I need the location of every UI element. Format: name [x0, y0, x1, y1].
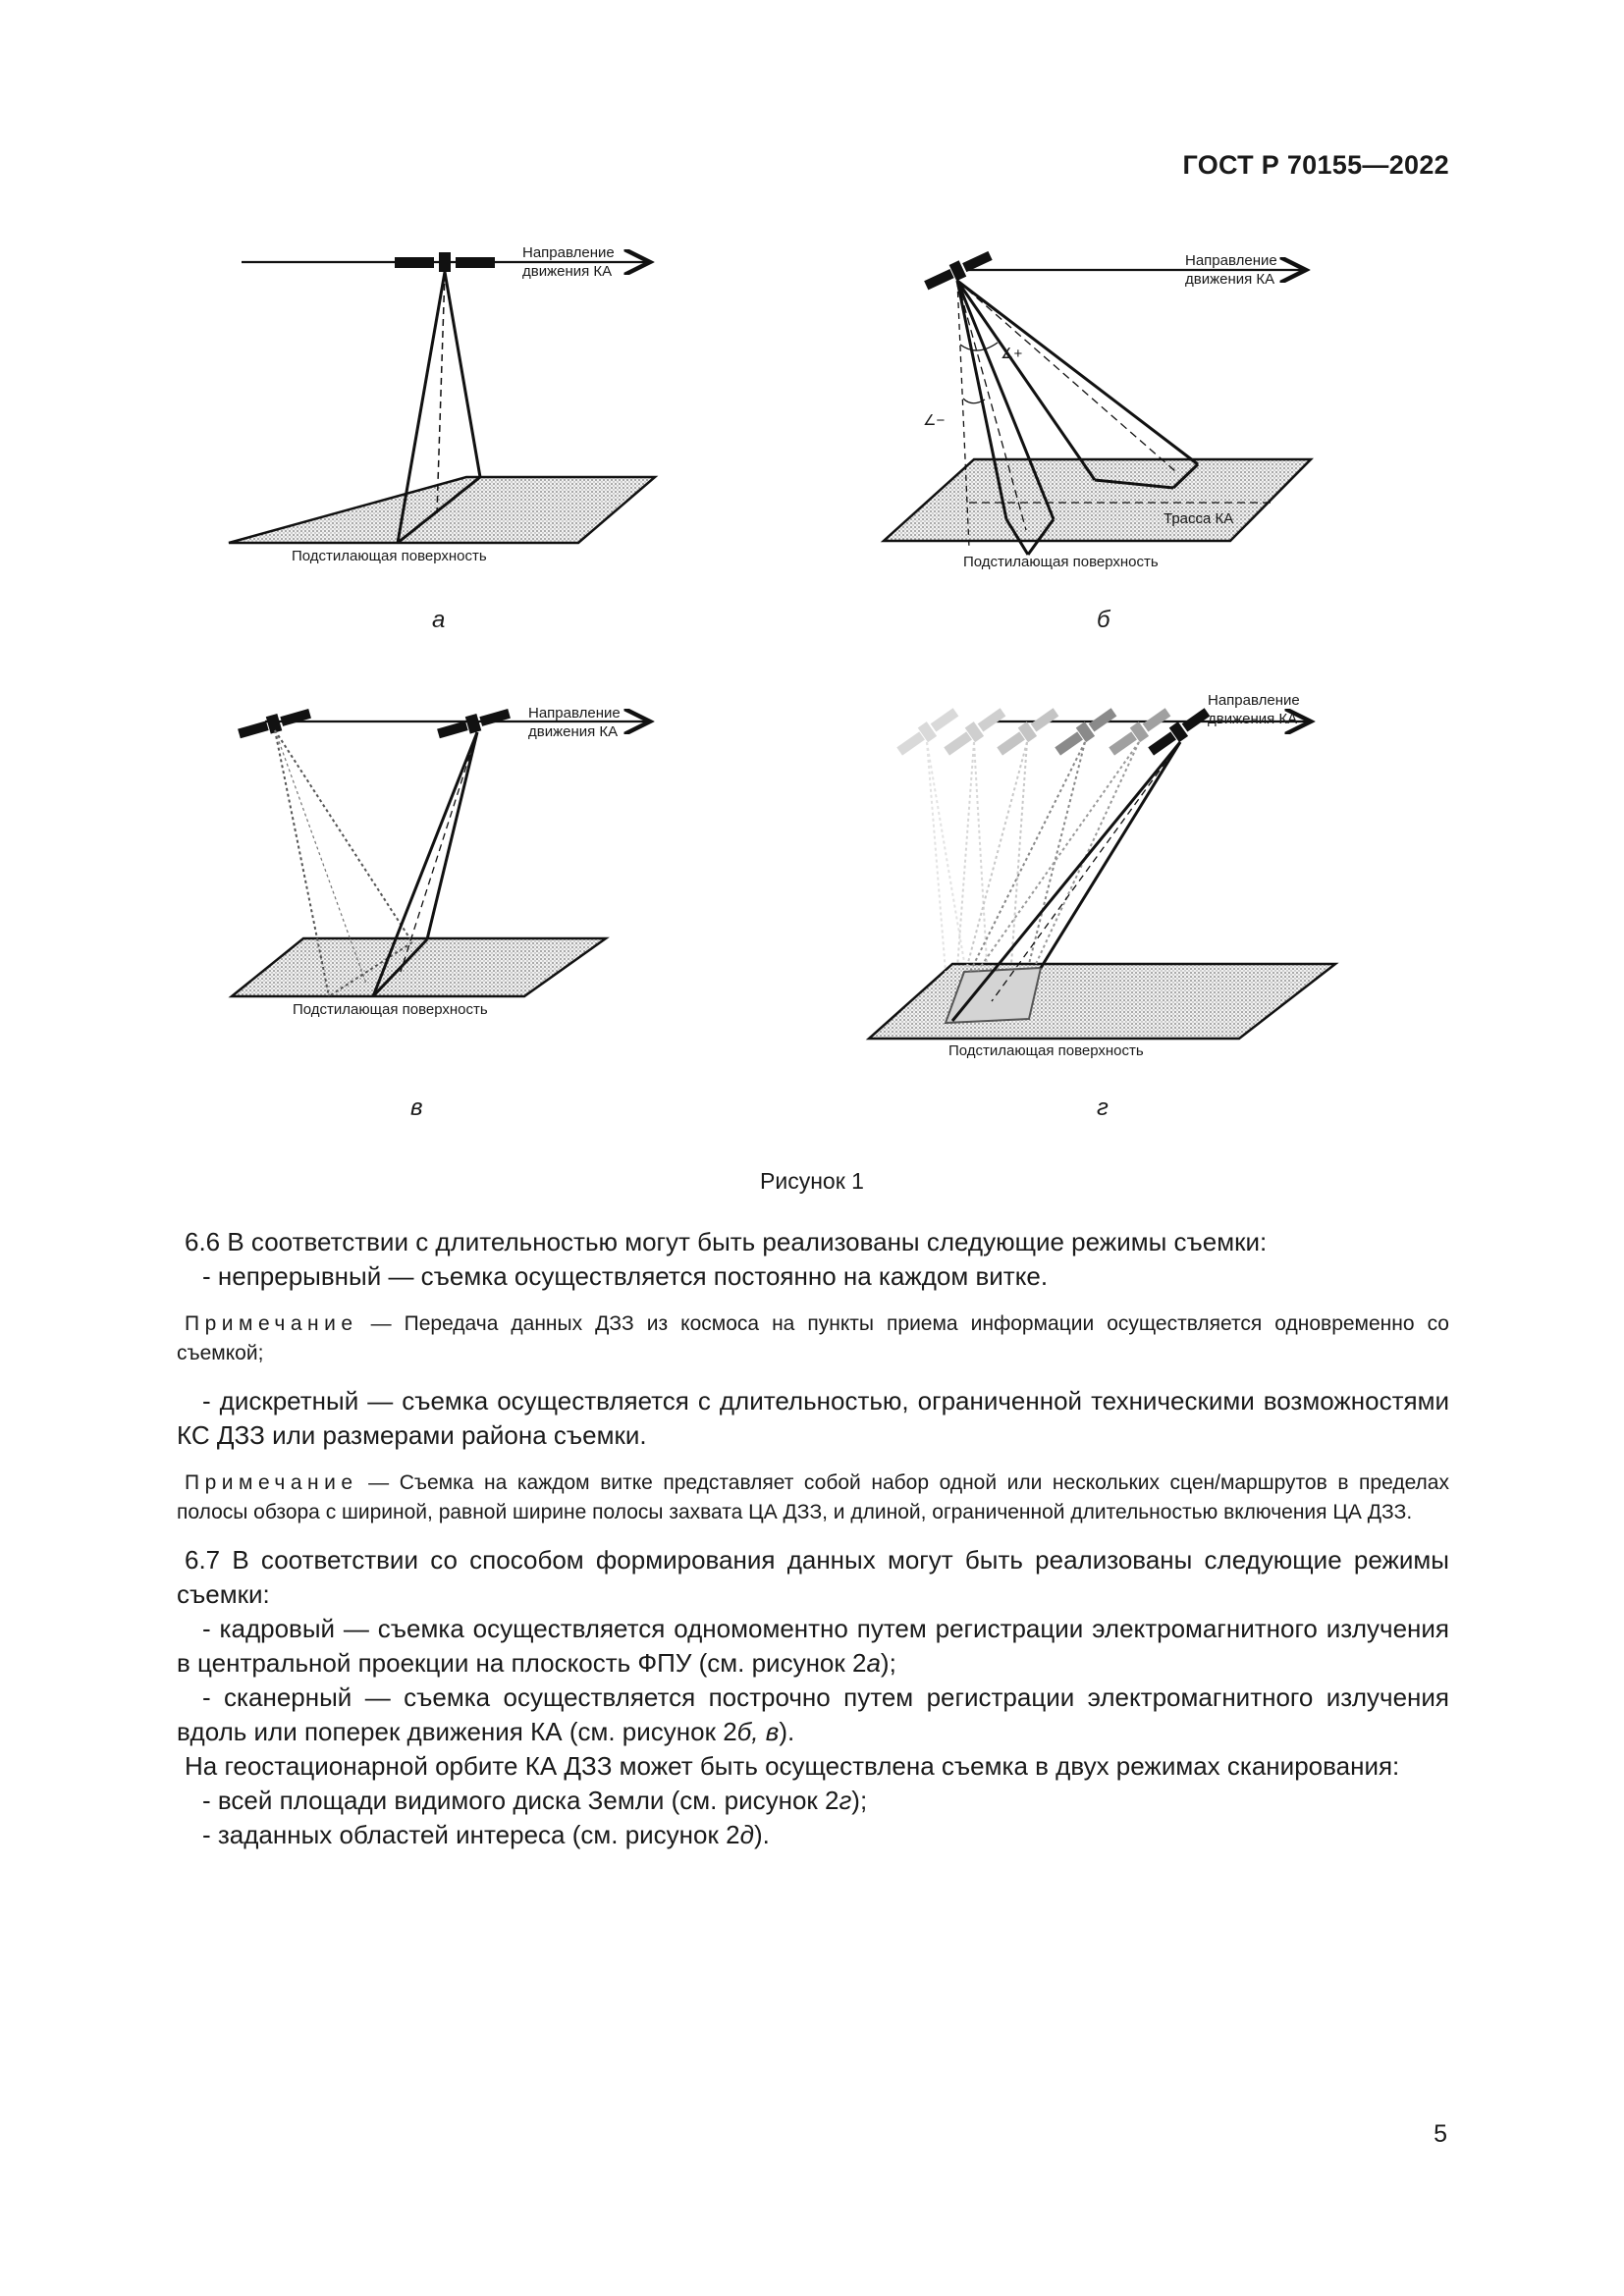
panel-letter-a: а	[432, 607, 446, 633]
figure-panel-g	[864, 677, 1345, 1060]
direction-label-line1: Направление	[1185, 252, 1277, 269]
satellite-icon	[237, 705, 312, 742]
angle-plus-label: ∠+	[1001, 346, 1023, 362]
note-text: — Съемка на каждом витке представляет собой набор одной или нескольких сцен/маршрутов в пределах полосы обзора с шириной, равной ширине полосы захвата ЦА ДЗЗ, и длиной, ограниченной длительностью включения ЦА ДЗЗ.	[177, 1471, 1449, 1523]
surface-label: Подстилающая поверхность	[948, 1042, 1144, 1059]
angle-minus-label: ∠−	[923, 412, 946, 429]
list-item-full-disk	[177, 1784, 1449, 1818]
surface-plane	[229, 477, 655, 543]
page-number: 5	[1434, 2120, 1447, 2148]
figure-caption: Рисунок 1	[760, 1168, 864, 1194]
track-label: Трасса КА	[1164, 510, 1234, 527]
surface-label: Подстилающая поверхность	[293, 1001, 488, 1018]
list-item-areas	[177, 1818, 1449, 1852]
figure-ref: г	[839, 1786, 852, 1815]
paragraph-text: );	[851, 1786, 868, 1815]
direction-label-line2: движения КА	[528, 723, 619, 740]
satellite-icon	[1146, 705, 1213, 759]
surface-label: Подстилающая поверхность	[963, 554, 1159, 570]
note-label: Примечание	[185, 1312, 358, 1335]
paragraph-6-7	[177, 1543, 1449, 1612]
paragraph-text: - дискретный — съемка осуществляется с длительностью, ограниченной техническими возможностями КС ДЗЗ или размерами района съемки.	[177, 1386, 1449, 1450]
paragraph-text: - сканерный — съемка осуществляется построчно путем регистрации электромагнитного излучения вдоль или поперек движения КА (см. рисунок 2	[177, 1682, 1449, 1746]
list-item-frame	[177, 1612, 1449, 1681]
figure-ref: д	[739, 1820, 754, 1849]
paragraph-text: На геостационарной орбите КА ДЗЗ может быть осуществлена съемка в двух режимах сканирования:	[185, 1751, 1400, 1781]
body-text	[177, 1225, 1449, 1852]
paragraph-text: - кадровый — съемка осуществляется одномоментно путем регистрации электромагнитного излучения в центральной проекции на плоскость ФПУ (см. рисунок 2	[177, 1614, 1449, 1678]
direction-label-line2: движения КА	[522, 263, 613, 280]
direction-label-line2: движения КА	[1185, 271, 1275, 288]
paragraph-geo	[177, 1749, 1449, 1784]
paragraph-text: - непрерывный — съемка осуществляется постоянно на каждом витке.	[202, 1261, 1049, 1291]
satellite-icon	[1053, 705, 1119, 759]
direction-label-line2: движения КА	[1208, 711, 1298, 727]
paragraph-text: ).	[753, 1820, 770, 1849]
list-item-discrete	[177, 1384, 1449, 1453]
note-1	[177, 1309, 1449, 1368]
satellite-icon	[995, 705, 1061, 759]
paragraph-6-6	[177, 1225, 1449, 1259]
paragraph-text: 6.7 В соответствии со способом формирования данных могут быть реализованы следующие режимы съемки:	[177, 1545, 1449, 1609]
paragraph-text: ).	[779, 1717, 795, 1746]
satellite-icon	[436, 705, 512, 742]
paragraph-text: - всей площади видимого диска Земли (см. рисунок 2	[202, 1786, 839, 1815]
document-header: ГОСТ Р 70155—2022	[1182, 150, 1449, 180]
panel-letter-b: б	[1097, 607, 1110, 633]
figure-ref: а	[866, 1648, 881, 1678]
direction-label-line1: Направление	[1208, 692, 1300, 709]
satellite-icon	[1107, 705, 1173, 759]
direction-label-line1: Направление	[528, 705, 621, 721]
figure-panel-a	[226, 236, 677, 589]
paragraph-text: - заданных областей интереса (см. рисунок 2	[202, 1820, 740, 1849]
paragraph-text: );	[880, 1648, 896, 1678]
note-label: Примечание	[185, 1471, 358, 1494]
panel-letter-g: г	[1097, 1095, 1109, 1121]
note-text: — Передача данных ДЗЗ из космоса на пункты приема информации осуществляется одновременно со съемкой;	[177, 1312, 1449, 1364]
surface-label: Подстилающая поверхность	[292, 548, 487, 564]
panel-letter-v: в	[410, 1095, 423, 1121]
paragraph-text: 6.6 В соответствии с длительностью могут быть реализованы следующие режимы съемки:	[185, 1227, 1268, 1256]
figure-panel-v	[226, 687, 677, 1031]
list-item-continuous	[177, 1259, 1449, 1294]
surface-plane	[869, 964, 1335, 1039]
surface-plane	[884, 459, 1311, 541]
figure-ref: б, в	[736, 1717, 780, 1746]
satellite-icon	[395, 252, 495, 272]
figure-panel-b	[879, 236, 1330, 589]
list-item-scanner	[177, 1681, 1449, 1749]
direction-label-line1: Направление	[522, 244, 615, 261]
note-2	[177, 1468, 1449, 1527]
